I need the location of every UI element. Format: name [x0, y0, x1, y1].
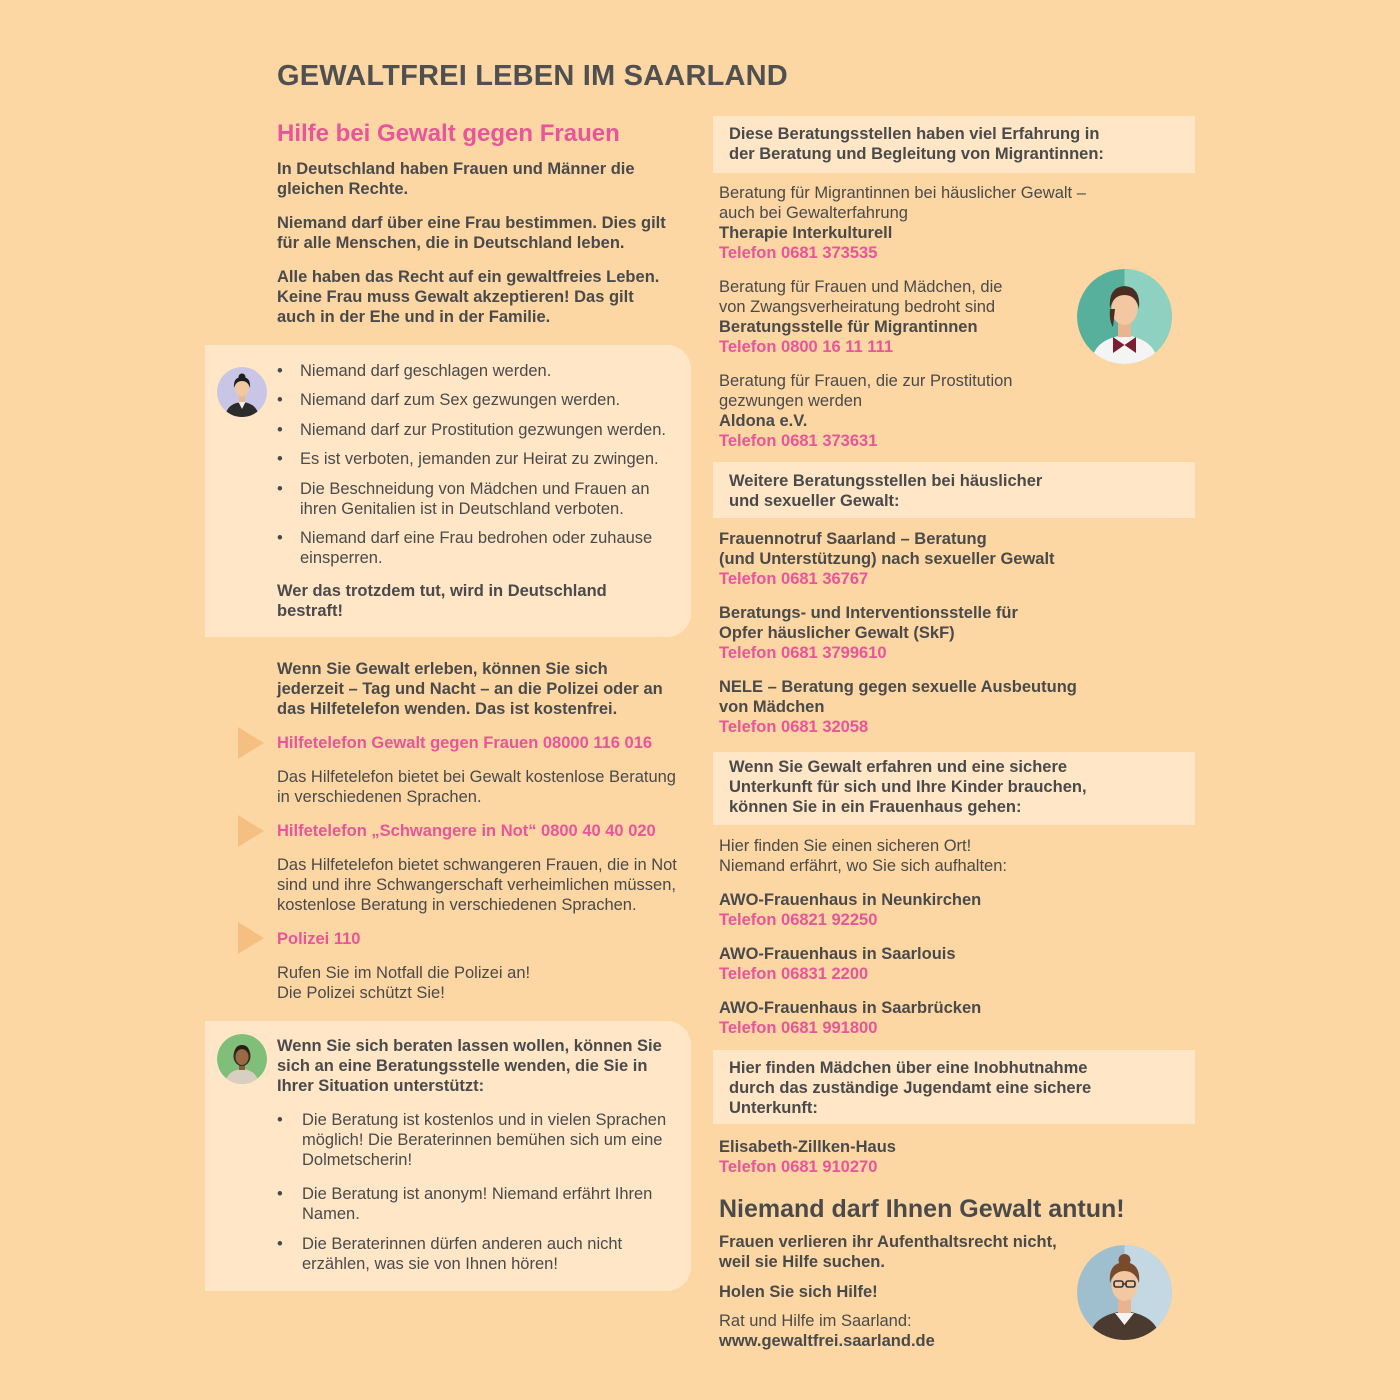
service-item: [719, 183, 1109, 263]
bullet-dot: •: [277, 450, 283, 468]
bullet-dot: •: [277, 1235, 283, 1253]
woman-avatar-glasses-icon: [1077, 1245, 1172, 1340]
help-intro-line: Wenn Sie Gewalt erleben, können Sie sich: [277, 660, 608, 678]
closing-line: Frauen verlieren ihr Aufenthaltsrecht nicht,: [719, 1233, 1057, 1251]
page-title: GEWALTFREI LEBEN IM SAARLAND: [277, 60, 788, 92]
rule-text: Niemand darf zur Prostitution gezwungen werden.: [300, 421, 666, 439]
closing-call: Holen Sie sich Hilfe!: [719, 1283, 878, 1301]
shelter-intro: [719, 836, 1119, 876]
help-intro-line: jederzeit – Tag und Nacht – an die Polizei oder an: [277, 680, 663, 698]
closing-text: [719, 1232, 1079, 1272]
woman-avatar-dark-icon: [217, 367, 267, 417]
shelter-name: AWO-Frauenhaus in Saarbrücken: [719, 999, 982, 1017]
intro-1-line: In Deutschland haben Frauen und Männer die: [277, 160, 635, 178]
service-name: Opfer häuslicher Gewalt (SkF): [719, 624, 955, 642]
girls-shelter-name: Elisabeth-Zillken-Haus: [719, 1138, 896, 1156]
service-name: Frauennotruf Saarland – Beratung: [719, 530, 987, 548]
list-item: [277, 449, 682, 469]
rule-text: Niemand darf zum Sex gezwungen werden.: [300, 391, 621, 409]
shelter-name: AWO-Frauenhaus in Saarlouis: [719, 945, 956, 963]
help-intro-line: das Hilfetelefon wenden. Das ist kostenfrei.: [277, 700, 618, 718]
shelter-item: [719, 998, 1119, 1038]
woman-avatar-green-icon: [217, 1034, 267, 1084]
counsel-intro-line: Wenn Sie sich beraten lassen wollen, können Sie: [277, 1037, 662, 1055]
box-line: Wenn Sie Gewalt erfahren und eine sichere: [729, 758, 1068, 776]
box-line: können Sie in ein Frauenhaus gehen:: [729, 798, 1022, 816]
info-box-violence-text: [729, 471, 1189, 511]
service-item: [719, 371, 1069, 451]
arrow-right-icon: [238, 922, 264, 954]
rules-footer: [277, 581, 682, 621]
service-name: (und Unterstützung) nach sexueller Gewalt: [719, 550, 1055, 568]
service-phone: Telefon 0800 16 11 111: [719, 338, 893, 356]
bullet-dot: •: [277, 1185, 283, 1203]
info-box-girls-text: [729, 1058, 1189, 1118]
closing-heading: Niemand darf Ihnen Gewalt antun!: [719, 1195, 1125, 1223]
service-name: von Mädchen: [719, 698, 825, 716]
counsel-point-text: Dolmetscherin!: [302, 1151, 413, 1169]
girls-shelter-phone: Telefon 0681 910270: [719, 1158, 878, 1176]
counsel-point-text: Namen.: [302, 1205, 360, 1223]
service-name: Beratungs- und Interventionsstelle für: [719, 604, 1018, 622]
rules-footer-line: bestraft!: [277, 602, 344, 620]
box-line: durch das zuständige Jugendamt eine sichere: [729, 1079, 1092, 1097]
service-name: NELE – Beratung gegen sexuelle Ausbeutung: [719, 678, 1077, 696]
counsel-point-text: möglich! Die Beraterinnen bemühen sich um eine: [302, 1131, 663, 1149]
hotline-title: Hilfetelefon Gewalt gegen Frauen 08000 116 016: [277, 734, 653, 752]
hotline-desc-line: Die Polizei schützt Sie!: [277, 984, 445, 1002]
hotline-desc: [277, 963, 687, 1003]
service-item: [719, 603, 1119, 663]
service-item: [719, 277, 1069, 357]
closing-line: weil sie Hilfe suchen.: [719, 1253, 885, 1271]
intro-paragraph-1: [277, 159, 687, 199]
bullet-dot: •: [277, 480, 283, 498]
list-item: [277, 479, 682, 519]
service-desc: Beratung für Migrantinnen bei häuslicher Gewalt –: [719, 184, 1086, 202]
service-item: [719, 677, 1119, 737]
list-item: [277, 390, 682, 410]
shelter-name: AWO-Frauenhaus in Neunkirchen: [719, 891, 982, 909]
bullet-dot: •: [277, 362, 283, 380]
arrow-right-icon: [238, 727, 264, 759]
list-item: [277, 528, 682, 568]
box-line: Unterkunft für sich und Ihre Kinder brauchen,: [729, 778, 1087, 796]
box-line: Hier finden Mädchen über eine Inobhutnahme: [729, 1059, 1088, 1077]
box-line: Diese Beratungsstellen haben viel Erfahrung in: [729, 125, 1100, 143]
intro-paragraph-3: [277, 267, 687, 327]
info-box-migrants-text: [729, 124, 1189, 164]
rule-text: Niemand darf geschlagen werden.: [300, 362, 552, 380]
hotline-desc-line: Rufen Sie im Notfall die Polizei an!: [277, 964, 531, 982]
closing-label: Rat und Hilfe im Saarland:: [719, 1312, 912, 1330]
hotline-desc-line: sind und ihre Schwangerschaft verheimlichen müssen,: [277, 876, 676, 894]
hotline-desc-line: Das Hilfetelefon bietet bei Gewalt kostenlose Beratung: [277, 768, 676, 786]
service-phone: Telefon 0681 32058: [719, 718, 869, 736]
rule-text: einsperren.: [300, 549, 383, 567]
intro-3-line: Keine Frau muss Gewalt akzeptieren! Das gilt: [277, 288, 634, 306]
bullet-dot: •: [277, 391, 283, 409]
counsel-intro-line: sich an eine Beratungsstelle wenden, die Sie in: [277, 1057, 648, 1075]
counsel-intro: [277, 1036, 682, 1096]
hotline-title: Hilfetelefon „Schwangere in Not“ 0800 40 40 020: [277, 822, 656, 840]
shelter-intro-line: Hier finden Sie einen sicheren Ort!: [719, 837, 972, 855]
box-line: Weitere Beratungsstellen bei häuslicher: [729, 472, 1043, 490]
counsel-point-text: Die Beraterinnen dürfen anderen auch nicht: [302, 1235, 623, 1253]
list-item: [277, 420, 682, 440]
website-link[interactable]: www.gewaltfrei.saarland.de: [719, 1332, 935, 1350]
bullet-dot: •: [277, 421, 283, 439]
hotline-desc-line: kostenlose Beratung in verschiedenen Sprachen.: [277, 896, 637, 914]
intro-3-line: Alle haben das Recht auf ein gewaltfreies Leben.: [277, 268, 660, 286]
counsel-point-text: Die Beratung ist kostenlos und in vielen Sprachen: [302, 1111, 667, 1129]
service-phone: Telefon 0681 3799610: [719, 644, 887, 662]
service-phone: Telefon 0681 373631: [719, 432, 878, 450]
hotline-desc: [277, 767, 687, 807]
service-name: Aldona e.V.: [719, 412, 808, 430]
service-phone: Telefon 0681 373535: [719, 244, 878, 262]
shelter-phone: Telefon 06831 2200: [719, 965, 869, 983]
hotline-desc: [277, 855, 689, 915]
service-name: Therapie Interkulturell: [719, 224, 893, 242]
list-item: [277, 1184, 687, 1224]
hotline-title: Polizei 110: [277, 930, 361, 948]
help-intro: [277, 659, 687, 719]
service-desc: auch bei Gewalterfahrung: [719, 204, 908, 222]
hotline-desc-line: Das Hilfetelefon bietet schwangeren Frauen, die in Not: [277, 856, 677, 874]
counsel-point-text: Die Beratung ist anonym! Niemand erfährt Ihren: [302, 1185, 653, 1203]
box-line: der Beratung und Begleitung von Migrantinnen:: [729, 145, 1104, 163]
box-line: und sexueller Gewalt:: [729, 492, 900, 510]
intro-3-line: auch in der Ehe und in der Familie.: [277, 308, 551, 326]
box-line: Unterkunft:: [729, 1099, 818, 1117]
intro-paragraph-2: [277, 213, 687, 253]
rule-text: Die Beschneidung von Mädchen und Frauen an: [300, 480, 650, 498]
info-box-shelter-text: [729, 757, 1189, 817]
service-desc: Beratung für Frauen und Mädchen, die: [719, 278, 1003, 296]
intro-1-line: gleichen Rechte.: [277, 180, 409, 198]
service-item: [719, 529, 1119, 589]
service-desc: Beratung für Frauen, die zur Prostitution: [719, 372, 1013, 390]
intro-2-line: Niemand darf über eine Frau bestimmen. Dies gilt: [277, 214, 666, 232]
shelter-item: [719, 890, 1119, 930]
bullet-dot: •: [277, 1111, 283, 1129]
list-item: [277, 1110, 687, 1170]
intro-2-line: für alle Menschen, die in Deutschland leben.: [277, 234, 625, 252]
list-item: [277, 1234, 687, 1274]
rules-footer-line: Wer das trotzdem tut, wird in Deutschland: [277, 582, 607, 600]
service-desc: gezwungen werden: [719, 392, 863, 410]
service-desc: von Zwangsverheiratung bedroht sind: [719, 298, 996, 316]
list-item: [277, 361, 682, 381]
shelter-intro-line: Niemand erfährt, wo Sie sich aufhalten:: [719, 857, 1007, 875]
hotline-desc-line: in verschiedenen Sprachen.: [277, 788, 482, 806]
service-name: Beratungsstelle für Migrantinnen: [719, 318, 978, 336]
rule-text: ihren Genitalien ist in Deutschland verboten.: [300, 500, 624, 518]
service-phone: Telefon 0681 36767: [719, 570, 869, 588]
rule-text: Es ist verboten, jemanden zur Heirat zu zwingen.: [300, 450, 659, 468]
left-heading: Hilfe bei Gewalt gegen Frauen: [277, 120, 620, 147]
shelter-phone: Telefon 06821 92250: [719, 911, 878, 929]
counsel-point-text: erzählen, was sie von Ihnen hören!: [302, 1255, 558, 1273]
arrow-right-icon: [238, 815, 264, 847]
shelter-item: [719, 944, 1119, 984]
rule-text: Niemand darf eine Frau bedrohen oder zuhause: [300, 529, 653, 547]
shelter-phone: Telefon 0681 991800: [719, 1019, 878, 1037]
bullet-dot: •: [277, 529, 283, 547]
girls-shelter: [719, 1137, 1119, 1177]
counsel-intro-line: Ihrer Situation unterstützt:: [277, 1077, 485, 1095]
woman-avatar-teal-icon: [1077, 269, 1172, 364]
